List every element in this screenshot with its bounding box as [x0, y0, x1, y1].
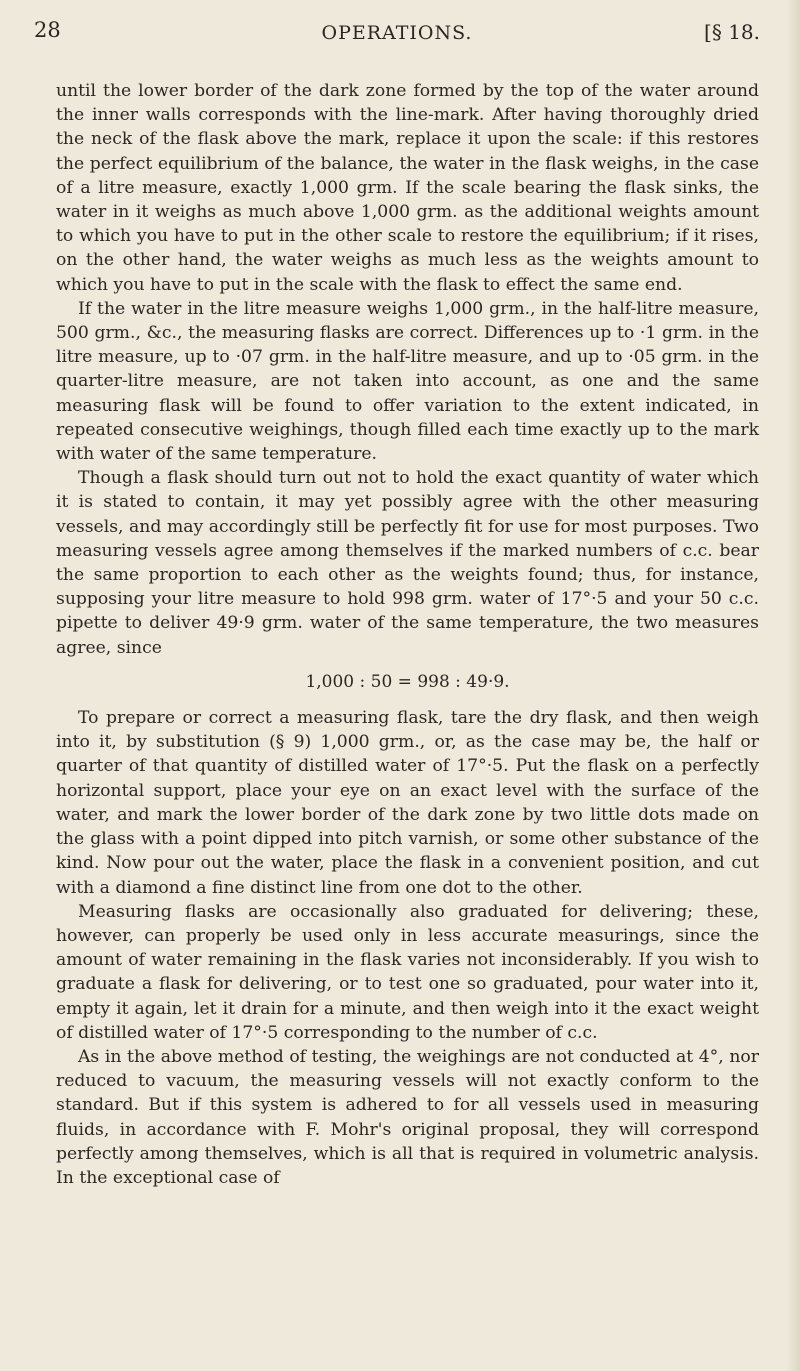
paragraph: If the water in the litre measure weighs 1,000 grm., in the half-litre measure, 500 grm., &c., the measuring flasks are correct. Differences up to ·1 grm. in the litre measure, up to ·07 grm. in the half-litre measure, and up to ·05 grm. in the quarter-litre measure, are not taken into account, as one and the same measuring flask will be found to offer variation to the extent indicated, in repeated consecutive weighings, though filled each time exactly up to the mark with water of the same temperature. [56, 298, 759, 465]
page-edge-shadow [786, 0, 800, 1371]
section-reference: [§ 18. [704, 20, 760, 44]
page-number: 28 [34, 18, 61, 42]
paragraph: until the lower border of the dark zone formed by the top of the water around the inner walls corresponds with the line-mark. After having thoroughly dried the neck of the flask above the mark, replace it upon the scale: if this restores the perfect equilibrium of the balance, the water in the flask weighs, in the case of a litre measure, exactly 1,000 grm. If the scale bearing the flask sinks, the water in it weighs as much above 1,000 grm. as the additional weights amount to which you have to put in the other scale to restore the equilibrium; if it rises, on the other hand, the water weighs as much less as the weights amount to which you have to put in the scale with the flask to effect the same end. [56, 81, 759, 295]
paragraph: To prepare or correct a measuring flask, tare the dry flask, and then weigh into it, by substitution (§ 9) 1,000 grm., or, as the case may be, the half or quarter of that quantity of distilled water of 17°·5. Put the flask on a perfectly horizontal support, place your eye on an exact level with the surface of the water, and mark the lower border of the dark zone by two little dots made on the glass with a point dipped into pitch varnish, or some other substance of the kind. Now pour out the water, place the flask in a convenient position, and cut with a diamond a fine distinct line from one dot to the other. [56, 708, 759, 898]
page-header [34, 16, 760, 50]
running-title: OPERATIONS. [321, 22, 473, 44]
equation: 1,000 : 50 = 998 : 49·9. [305, 671, 510, 692]
paragraph: Though a flask should turn out not to hold the exact quantity of water which it is stated to contain, it may yet possibly agree with the other measuring vessels, and may accordingly still be perfectly fit for use for most purposes. Two measuring vessels agree among themselves if the marked numbers of c.c. bear the same proportion to each other as the weights found; thus, for instance, supposing your litre measure to hold 998 grm. water of 17°·5 and your 50 c.c. pipette to deliver 49·9 grm. water of the same temperature, the two measures agree, since [56, 468, 759, 658]
paragraph: As in the above method of testing, the weighings are not conducted at 4°, nor reduced to vacuum, the measuring vessels will not exactly conform to the standard. But if this system is adhered to for all vessels used in measuring fluids, in accordance with F. Mohr's original proposal, they will correspond perfectly among themselves, which is all that is required in volumetric analysis. In the exceptional case of [56, 1046, 759, 1188]
body-text [56, 79, 759, 1190]
paragraph: Measuring flasks are occasionally also graduated for delivering; these, however, can properly be used only in less accurate measurings, since the amount of water remaining in the flask varies not inconsiderably. If you wish to graduate a flask for delivering, or to test one so graduated, pour water into it, empty it again, let it drain for a minute, and then weigh into it the exact weight of distilled water of 17°·5 corresponding to the number of c.c. [56, 901, 759, 1043]
